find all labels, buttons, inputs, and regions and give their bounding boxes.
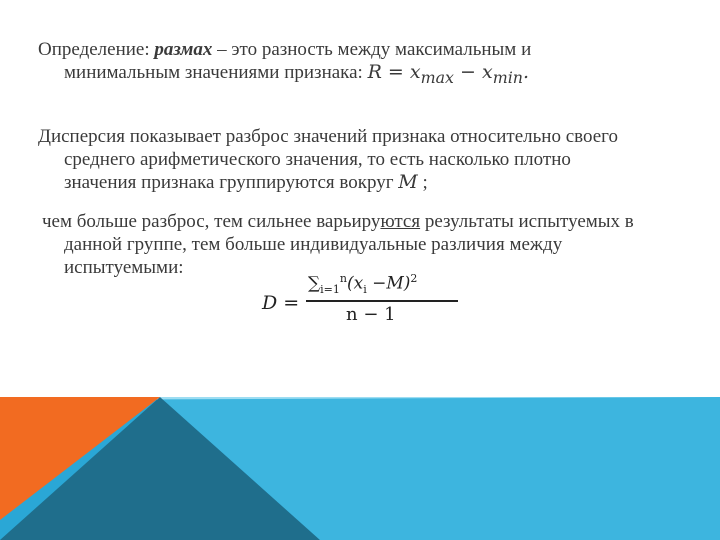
definition-prefix: Определение: bbox=[38, 39, 150, 60]
variation-line2: данной группе, тем больше индивидуальные различия между bbox=[64, 234, 563, 255]
range-formula bbox=[367, 61, 530, 87]
dispersion-line3: значения признака группируются вокруг bbox=[64, 172, 399, 193]
dispersion-paragraph bbox=[38, 125, 698, 194]
dispersion-end: ; bbox=[417, 172, 428, 193]
variation-line1a: чем больше разброс, тем сильнее варьиру bbox=[42, 211, 381, 232]
definition-rest: – это разность между максимальным и bbox=[212, 39, 532, 60]
dispersion-line1: Дисперсия показывает разброс значений признака относительно своего bbox=[38, 126, 618, 147]
variation-line1b: результаты испытуемых в bbox=[420, 211, 634, 232]
definition-line2-wrap bbox=[38, 61, 698, 89]
variation-line3: испытуемыми: bbox=[64, 257, 184, 278]
fraction-bar bbox=[306, 300, 458, 302]
formula-minus-m: −M) bbox=[366, 273, 411, 294]
variation-line1-underlined: ются bbox=[380, 211, 421, 232]
xi-sub: i bbox=[363, 283, 367, 297]
dispersion-line2: среднего арифметического значения, то есть насколько плотно bbox=[64, 149, 571, 170]
range-end: . bbox=[522, 61, 530, 83]
dispersion-line3-wrap bbox=[38, 171, 698, 194]
range-min-sub: min bbox=[492, 67, 523, 87]
formula-lhs: D = bbox=[262, 292, 300, 314]
definition-paragraph bbox=[38, 38, 698, 89]
decorative-background bbox=[0, 395, 720, 540]
variance-formula bbox=[262, 268, 462, 338]
sum-lower: i=1 bbox=[320, 283, 340, 297]
formula-power: 2 bbox=[410, 272, 418, 285]
sum-upper: n bbox=[339, 272, 347, 285]
definition-term: размах bbox=[154, 39, 213, 60]
mean-symbol: M bbox=[398, 171, 418, 193]
range-max-sub: max bbox=[420, 67, 454, 87]
definition-line2: минимальным значениями признака: bbox=[64, 62, 368, 83]
formula-denominator: n − 1 bbox=[346, 304, 396, 325]
formula-body: (x bbox=[346, 273, 364, 294]
sum-icon: ∑ bbox=[308, 273, 321, 294]
range-minus: − x bbox=[453, 61, 493, 83]
range-formula-main: R = x bbox=[367, 61, 421, 83]
formula-numerator bbox=[308, 272, 417, 296]
